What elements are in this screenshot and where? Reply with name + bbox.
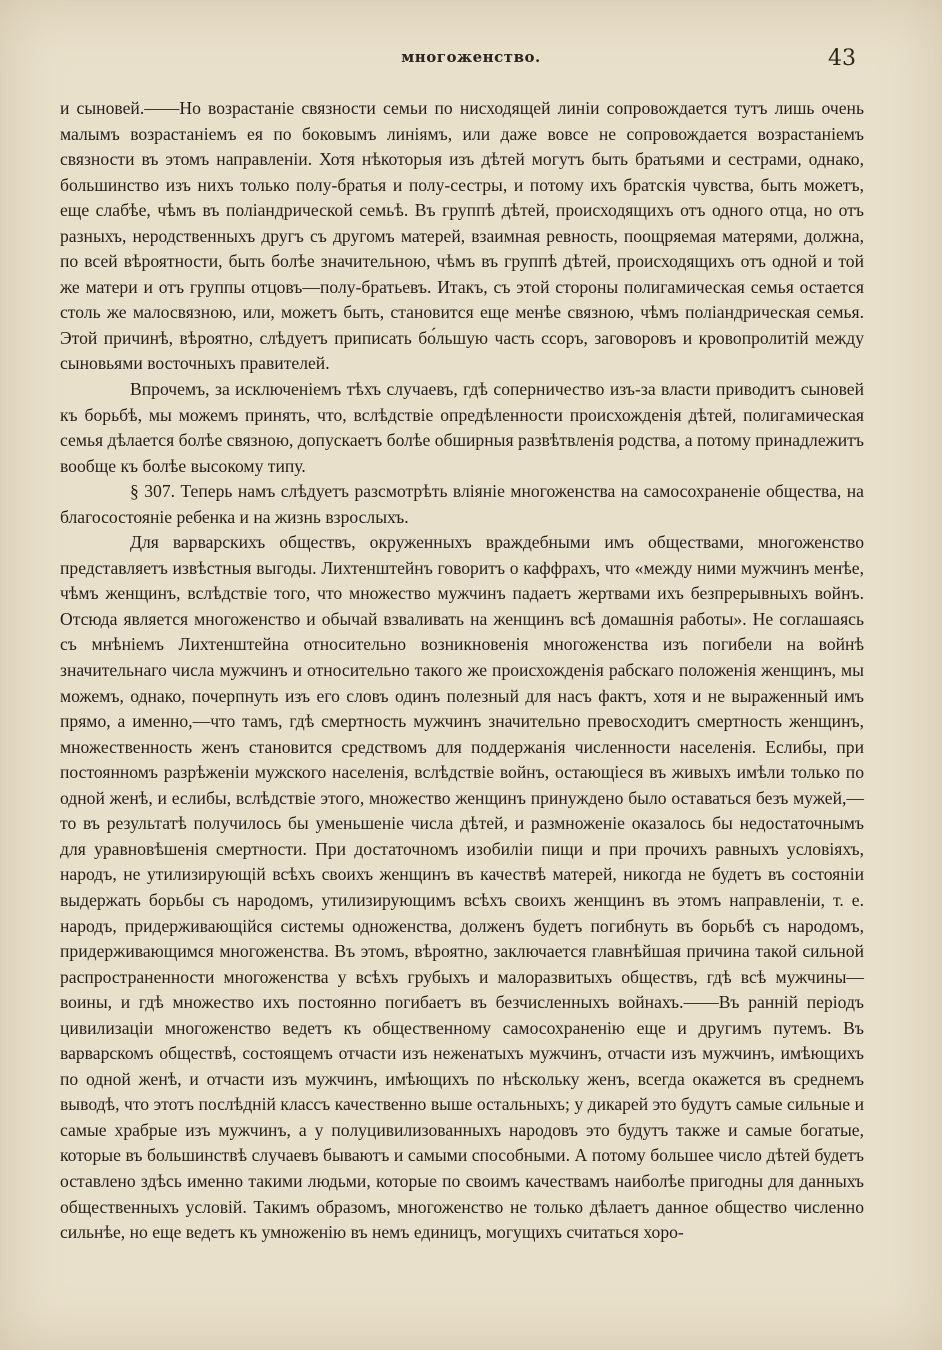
body-text: [60, 96, 864, 1246]
paragraph: Впрочемъ, за исключеніемъ тѣхъ случаевъ, гдѣ соперничество изъ-за власти приводитъ сыновей къ борьбѣ, мы можемъ принять, что, вслѣдствіе опредѣленности происхожденія дѣтей, полигамическая семья дѣлается болѣе связною, допускаетъ болѣе обширныя развѣтвленія родства, а потому принадлежитъ вообще къ болѣе высокому типу.: [60, 379, 864, 476]
page-header: [0, 48, 942, 74]
page-number: 43: [828, 46, 856, 71]
running-title: многоженство.: [401, 48, 541, 66]
paragraph-continuation: и сыновей.——Но возрастаніе связности семьи по нисходящей линіи сопровождается тутъ лишь очень малымъ возрастаніемъ ея по боковымъ линіямъ, или даже вовсе не сопровождается возрастаніемъ связности въ этомъ направленіи. Хотя нѣкоторыя изъ дѣтей могутъ быть братьями и сестрами, однако, большинство изъ нихъ только полу-братья и полу-сестры, и потому ихъ братскія чувства, быть можетъ, еще слабѣе, чѣмъ въ поліандрической семьѣ. Въ группѣ дѣтей, происходящихъ отъ одного отца, но отъ разныхъ, неродственныхъ другъ съ другомъ матерей, взаимная ревность, поощряемая матерями, должна, по всей вѣроятности, быть болѣе значительною, чѣмъ въ группѣ дѣтей, происходящихъ отъ одной и той же матери и отъ группы отцовъ—полу-братьевъ. Итакъ, съ этой стороны полигамическая семья остается столь же малосвязною, или, можетъ быть, становится еще менѣе связною, чѣмъ поліандрическая семья. Этой причинѣ, вѣроятно, слѣдуетъ приписать бо́льшую часть ссоръ, заговоровъ и кровопролитій между сыновьями восточныхъ правителей.: [60, 98, 864, 374]
paragraph: Для варварскихъ обществъ, окруженныхъ враждебными имъ обществами, многоженство представляетъ извѣстныя выгоды. Лихтенштейнъ говоритъ о каффрахъ, что «между ними мужчинъ менѣе, чѣмъ женщинъ, вслѣдствіе того, что множество мужчинъ падаетъ жертвами ихъ безпрерывныхъ войнъ. Отсюда является многоженство и обычай взваливать на женщинъ всѣ домашнія работы». Не соглашаясь съ мнѣніемъ Лихтенштейна относительно возникновенія многоженства изъ погибели на войнѣ значительнаго числа мужчинъ и относительно такого же происхожденія рабскаго положенія женщинъ, мы можемъ, однако, почерпнуть изъ его словъ одинъ полезный для насъ фактъ, хотя и не выраженный имъ прямо, а именно,—что тамъ, гдѣ смертность мужчинъ значительно превосходитъ смертность женщинъ, множественность женъ становится средствомъ для поддержанія численности населенія. Еслибы, при постоянномъ разрѣженіи мужского населенія, вслѣдствіе войнъ, остающіеся въ живыхъ имѣли только по одной женѣ, и еслибы, вслѣдствіе этого, множество женщинъ принуждено было оставаться безъ мужей,—то въ результатѣ получилось бы уменьшеніе числа дѣтей, и размноженіе оказалось бы недостаточнымъ для уравновѣшенія смертности. При достаточномъ изобиліи пищи и при прочихъ равныхъ условіяхъ, народъ, не утилизирующій всѣхъ своихъ женщинъ въ качествѣ матерей, никогда не будетъ въ состояніи выдержать борьбы съ народомъ, утилизирующимъ всѣхъ своихъ женщинъ въ этомъ направленіи, т. е. народъ, придерживающійся системы одноженства, долженъ будетъ погибнуть въ борьбѣ съ народомъ, придерживающимся многоженства. Въ этомъ, вѣроятно, заключается главнѣйшая причина такой сильной распространенности многоженства у всѣхъ грубыхъ и малоразвитыхъ обществъ, гдѣ всѣ мужчины—воины, и гдѣ множество ихъ постоянно погибаетъ въ безчисленныхъ войнахъ.——Въ ранній періодъ цивилизаціи многоженство ведетъ къ общественному самосохраненію еще и другимъ путемъ. Въ варварскомъ обществѣ, состоящемъ отчасти изъ неженатыхъ мужчинъ, отчасти изъ мужчинъ, имѣющихъ по одной женѣ, и отчасти изъ мужчинъ, имѣющихъ по нѣскольку женъ, всегда окажется въ среднемъ выводѣ, что этотъ послѣдній классъ качественно выше остальныхъ; у дикарей это будутъ самые сильные и самые храбрые изъ мужчинъ, а у полуцивилизованныхъ народовъ это будутъ также и самые богатые, которые въ большинствѣ случаевъ бываютъ и самыми способными. А потому большее число дѣтей будетъ оставлено здѣсь именно такими людьми, которые по своимъ качествамъ наиболѣе пригодны для данныхъ общественныхъ условій. Такимъ образомъ, многоженство не только дѣлаетъ данное общество численно сильнѣе, но еще ведетъ къ умноженію въ немъ единицъ, могущихъ считаться хоро-: [60, 532, 864, 1243]
section-paragraph-307: § 307. Теперь намъ слѣдуетъ разсмотрѣть вліяніе многоженства на самосохраненіе общества, на благосостояніе ребенка и на жизнь взрослыхъ.: [60, 481, 864, 527]
